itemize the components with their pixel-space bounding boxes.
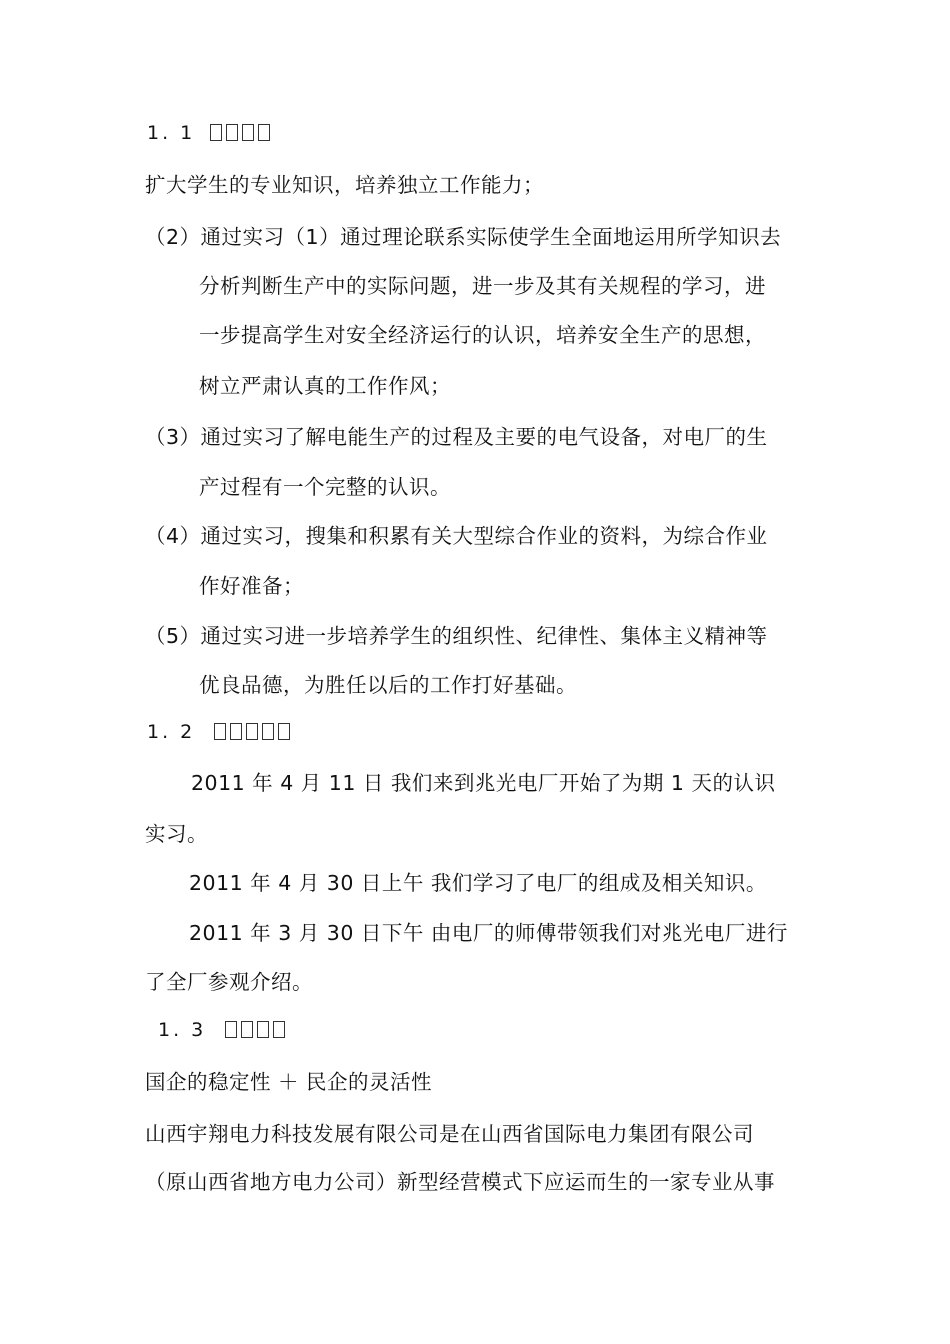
paragraph-line: （原山西省地方电力公司）新型经营模式下应运而生的一家专业从事 <box>145 1170 775 1194</box>
section-heading-1-2 <box>147 719 294 745</box>
paragraph-line: 山西宇翔电力科技发展有限公司是在山西省国际电力集团有限公司 <box>145 1122 754 1146</box>
section-heading-1-1 <box>147 120 274 146</box>
missing-glyph-icon <box>246 723 258 740</box>
missing-glyph-title <box>210 122 274 144</box>
list-item-2-line-1: （2）通过实习（1）通过理论联系实际使学生全面地运用所学知识去 <box>145 225 782 249</box>
list-item-2-line-3: 一步提高学生对安全经济运行的认识，培养安全生产的思想， <box>199 323 766 347</box>
paragraph-line: 国企的稳定性 ＋ 民企的灵活性 <box>145 1070 433 1094</box>
missing-glyph-icon <box>262 723 274 740</box>
list-item-5-line-1: （5）通过实习进一步培养学生的组织性、纪律性、集体主义精神等 <box>145 624 768 648</box>
paragraph-line: 扩大学生的专业知识，培养独立工作能力； <box>145 173 544 197</box>
missing-glyph-icon <box>225 1021 237 1038</box>
date-entry-2: 2011 年 4 月 30 日上午 我们学习了电厂的组成及相关知识。 <box>189 871 767 895</box>
missing-glyph-title <box>214 721 294 743</box>
date-entry-3-line-2: 了全厂参观介绍。 <box>145 970 313 994</box>
list-item-2-line-2: 分析判断生产中的实际问题，进一步及其有关规程的学习，进 <box>199 274 766 298</box>
list-item-3-line-2: 产过程有一个完整的认识。 <box>199 475 451 499</box>
missing-glyph-icon <box>241 1021 253 1038</box>
section-number: 1. 2 <box>147 721 196 743</box>
missing-glyph-icon <box>278 723 290 740</box>
list-item-2-line-4: 树立严肃认真的工作作风； <box>199 374 451 398</box>
section-number: 1. 1 <box>147 122 196 144</box>
missing-glyph-icon <box>242 124 254 141</box>
missing-glyph-icon <box>258 124 270 141</box>
missing-glyph-icon <box>230 723 242 740</box>
missing-glyph-icon <box>214 723 226 740</box>
missing-glyph-icon <box>226 124 238 141</box>
missing-glyph-icon <box>257 1021 269 1038</box>
missing-glyph-icon <box>273 1021 285 1038</box>
list-item-5-line-2: 优良品德，为胜任以后的工作打好基础。 <box>199 673 577 697</box>
list-item-4-line-1: （4）通过实习，搜集和积累有关大型综合作业的资料，为综合作业 <box>145 524 768 548</box>
list-item-3-line-1: （3）通过实习了解电能生产的过程及主要的电气设备，对电厂的生 <box>145 425 768 449</box>
section-heading-1-3 <box>158 1017 289 1043</box>
missing-glyph-title <box>225 1019 289 1041</box>
date-entry-3-line-1: 2011 年 3 月 30 日下午 由电厂的师傅带领我们对兆光电厂进行 <box>189 921 788 945</box>
date-entry-1-line-2: 实习。 <box>145 822 208 846</box>
section-number: 1. 3 <box>158 1019 207 1041</box>
date-entry-1-line-1: 2011 年 4 月 11 日 我们来到兆光电厂开始了为期 1 天的认识 <box>191 771 776 795</box>
missing-glyph-icon <box>210 124 222 141</box>
list-item-4-line-2: 作好准备； <box>199 574 304 598</box>
